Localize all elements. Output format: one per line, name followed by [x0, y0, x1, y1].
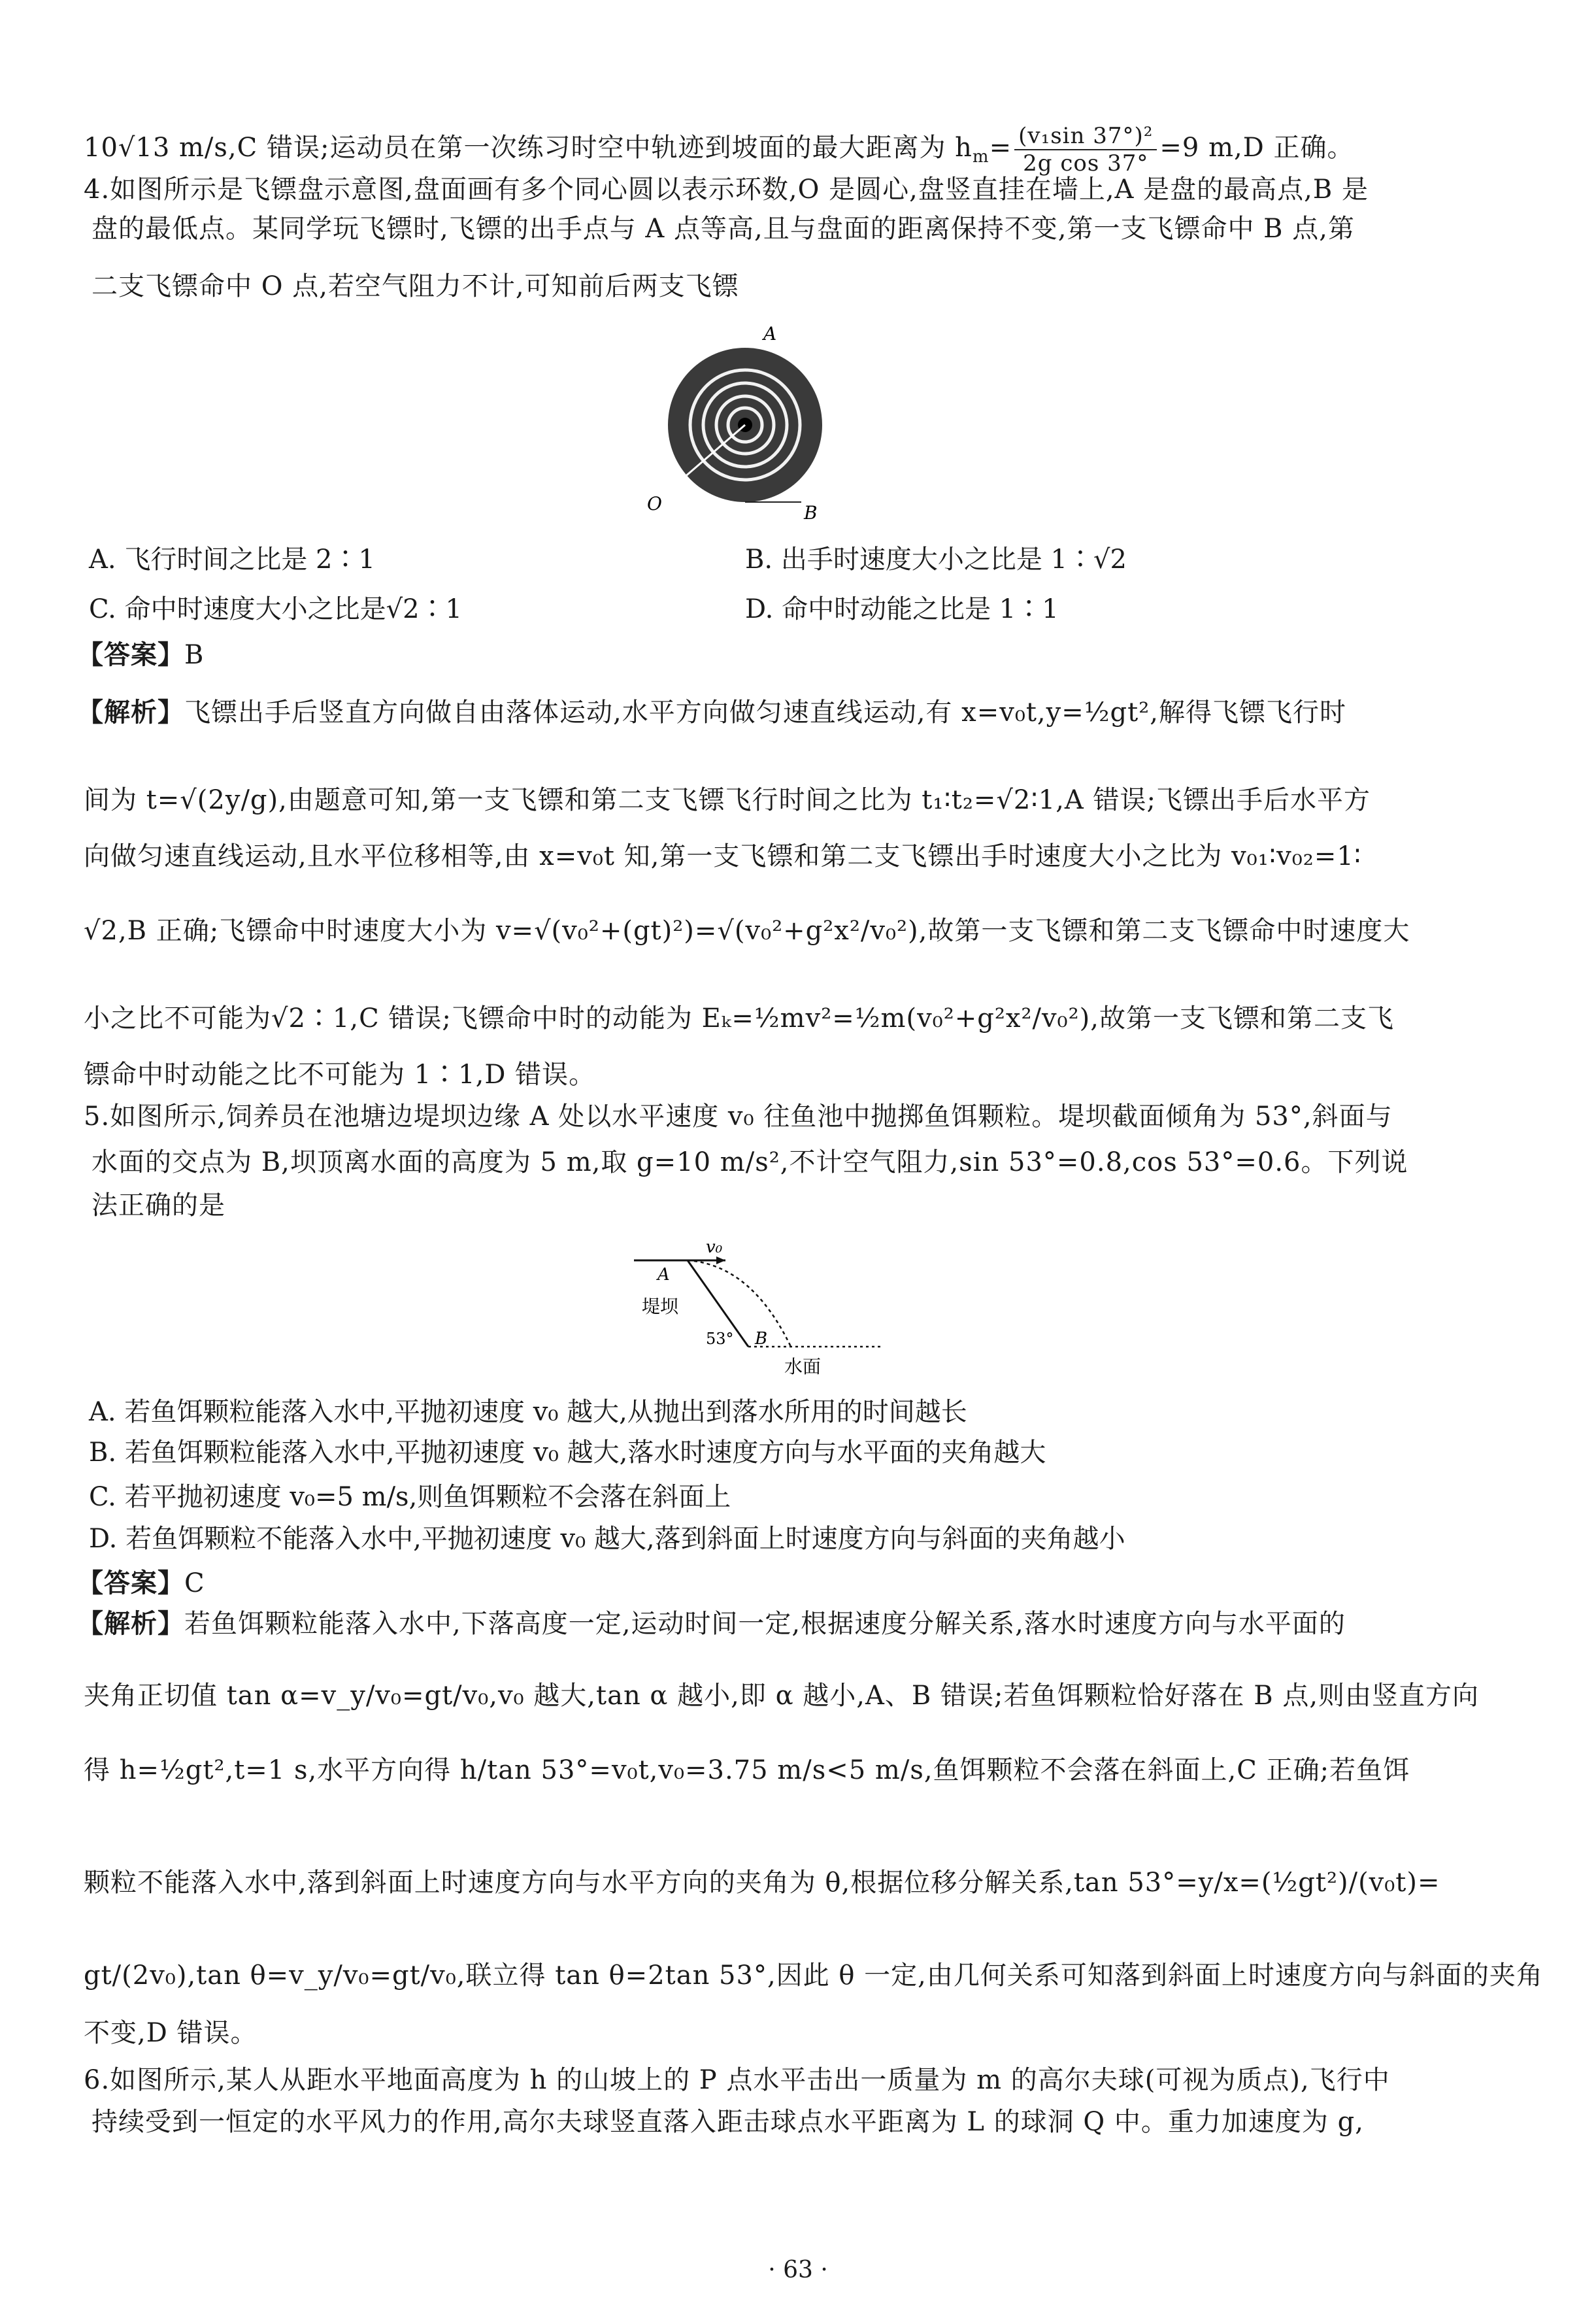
- q4-analysis-line-4: √2,B 正确;飞镖命中时速度大小为 v=√(v₀²+(gt)²)=√(v₀²+g²x²/v₀²),故第一支飞镖和第二支飞镖命中时速度大: [84, 916, 1410, 946]
- q5-analysis-line-5: gt/(2v₀),tan θ=v_y/v₀=gt/v₀,联立得 tan θ=2tan 53°,因此 θ 一定,由几何关系可知落到斜面上时速度方向与斜面的夹角: [84, 1960, 1543, 1991]
- answer-value: B: [184, 640, 205, 670]
- q4-stem-line-3: 二支飞镖命中 O 点,若空气阻力不计,可知前后两支飞镖: [91, 271, 739, 301]
- q5-option-a: A. 若鱼饵颗粒能落入水中,平抛初速度 v₀ 越大,从抛出到落水所用的时间越长: [89, 1397, 967, 1427]
- q4-stem-line-1: 4.如图所示是飞镖盘示意图,盘面画有多个同心圆以表示环数,O 是圆心,盘竖直挂在墙上,A 是盘的最高点,B 是: [84, 175, 1369, 205]
- q5-stem-line-3: 法正确的是: [91, 1190, 225, 1220]
- q4-option-d: D. 命中时动能之比是 1∶1: [745, 594, 1059, 624]
- q5-analysis-line-3: 得 h=½gt²,t=1 s,水平方向得 h/tan 53°=v₀t,v₀=3.75 m/s<5 m/s,鱼饵颗粒不会落在斜面上,C 正确;若鱼饵: [84, 1755, 1410, 1785]
- q5-stem-line-2: 水面的交点为 B,坝顶离水面的高度为 5 m,取 g=10 m/s²,不计空气阻力,sin 53°=0.8,cos 53°=0.6。下列说: [91, 1147, 1408, 1177]
- fraction-denominator: 2g cos 37°: [1023, 150, 1149, 177]
- q5-analysis-line-4: 颗粒不能落入水中,落到斜面上时速度方向与水平方向的夹角为 θ,根据位移分解关系,tan 53°=y/x=(½gt²)/(v₀t)=: [84, 1868, 1440, 1898]
- q4-analysis-line-1: [77, 694, 1450, 731]
- q5-option-b: B. 若鱼饵颗粒能落入水中,平抛初速度 v₀ 越大,落水时速度方向与水平面的夹角越大: [89, 1438, 1046, 1468]
- answer-value: C: [184, 1568, 205, 1598]
- q4-analysis-line-3: 向做匀速直线运动,且水平位移相等,由 x=v₀t 知,第一支飞镖和第二支飞镖出手时速度大小之比为 v₀₁∶v₀₂=1∶: [84, 841, 1362, 871]
- label-v0: v₀: [706, 1237, 723, 1257]
- velocity-arrowhead: [716, 1256, 725, 1264]
- q5-option-d: D. 若鱼饵颗粒不能落入水中,平抛初速度 v₀ 越大,落到斜面上时速度方向与斜面的夹角越小: [89, 1524, 1125, 1554]
- fraction-numerator: (v₁sin 37°)²: [1014, 123, 1157, 150]
- q4-stem-line-2: 盘的最低点。某同学玩飞镖时,飞镖的出手点与 A 点等高,且与盘面的距离保持不变,第一支飞镖命中 B 点,第: [91, 214, 1355, 244]
- label-water: 水面: [784, 1356, 822, 1377]
- analysis-tag: 【解析】: [77, 1608, 184, 1639]
- label-dam: 堤坝: [642, 1296, 679, 1317]
- q5-analysis-line-2: 夹角正切值 tan α=v_y/v₀=gt/v₀,v₀ 越大,tan α 越小,即 α 越小,A、B 错误;若鱼饵颗粒恰好落在 B 点,则由竖直方向: [84, 1681, 1480, 1711]
- q5-analysis-line-6: 不变,D 错误。: [84, 2018, 258, 2048]
- top-line-fraction: [1014, 123, 1157, 177]
- top-line: [84, 123, 1456, 177]
- q5-answer: [77, 1565, 1450, 1602]
- q5-option-c: C. 若平抛初速度 v₀=5 m/s,则鱼饵颗粒不会落在斜面上: [89, 1482, 731, 1512]
- dam-figure: [621, 1229, 895, 1379]
- q6-stem-line-2: 持续受到一恒定的水平风力的作用,高尔夫球竖直落入距击球点水平距离为 L 的球洞 Q 中。重力加速度为 g,: [91, 2107, 1364, 2137]
- top-line-suffix: =9 m,D 正确。: [1159, 133, 1354, 163]
- label-A: A: [657, 1265, 670, 1285]
- analysis-tag: 【解析】: [77, 697, 184, 728]
- q4-option-a: A. 飞行时间之比是 2∶1: [89, 545, 375, 575]
- label-angle: 53°: [706, 1330, 734, 1348]
- q4-analysis-line-6: 镖命中时动能之比不可能为 1∶1,D 错误。: [84, 1060, 596, 1090]
- label-B: B: [804, 502, 818, 524]
- q4-answer: [77, 637, 1450, 673]
- q4-analysis-line-2: 间为 t=√(2y/g),由题意可知,第一支飞镖和第二支飞镖飞行时间之比为 t₁∶t₂=√2∶1,A 错误;飞镖出手后水平方: [84, 785, 1371, 815]
- page-number: · 63 ·: [768, 2257, 828, 2283]
- label-A: A: [763, 323, 777, 345]
- label-O: O: [647, 493, 662, 514]
- q4-analysis-line-5: 小之比不可能为√2∶1,C 错误;飞镖命中时的动能为 Eₖ=½mv²=½m(v₀²+g²x²/v₀²),故第一支飞镖和第二支飞: [84, 1003, 1394, 1034]
- top-line-sub: m: [972, 147, 989, 167]
- q5-analysis-line-1: [77, 1606, 1450, 1642]
- q4-option-b: B. 出手时速度大小之比是 1∶√2: [745, 545, 1127, 575]
- answer-tag: 【答案】: [77, 1568, 184, 1598]
- dartboard-figure: [647, 320, 863, 536]
- answer-tag: 【答案】: [77, 639, 184, 670]
- top-line-eq: =: [989, 133, 1012, 163]
- q4-option-c: C. 命中时速度大小之比是√2∶1: [89, 594, 462, 624]
- q5-stem-line-1: 5.如图所示,饲养员在池塘边堤坝边缘 A 处以水平速度 v₀ 往鱼池中抛掷鱼饵颗粒。堤坝截面倾角为 53°,斜面与: [84, 1102, 1393, 1132]
- analysis-text: 若鱼饵颗粒能落入水中,下落高度一定,运动时间一定,根据速度分解关系,落水时速度方向与水平面的: [184, 1609, 1346, 1639]
- q6-stem-line-1: 6.如图所示,某人从距水平地面高度为 h 的山坡上的 P 点水平击出一质量为 m 的高尔夫球(可视为质点),飞行中: [84, 2065, 1390, 2095]
- label-B: B: [755, 1329, 768, 1349]
- top-line-prefix: 10√13 m/s,C 错误;运动员在第一次练习时空中轨迹到坡面的最大距离为 h: [84, 133, 973, 163]
- analysis-text: 飞镖出手后竖直方向做自由落体运动,水平方向做匀速直线运动,有 x=v₀t,y=½gt²,解得飞镖飞行时: [184, 698, 1346, 728]
